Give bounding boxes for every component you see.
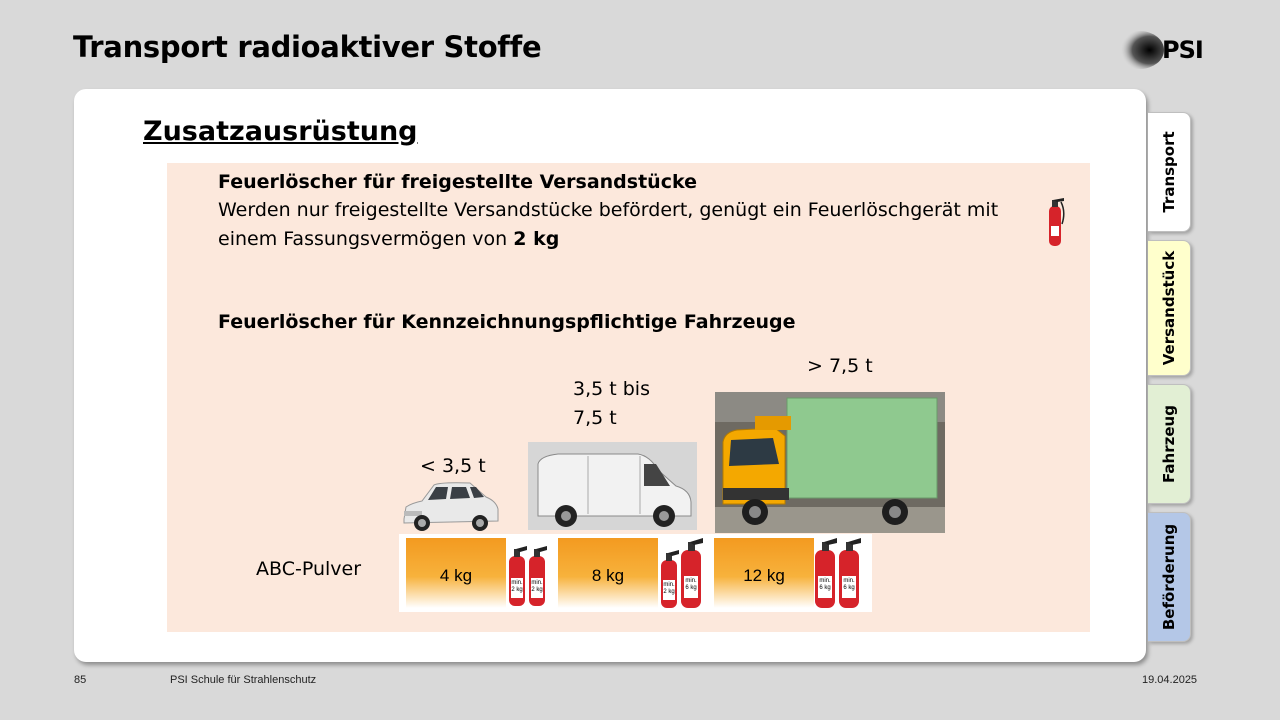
fire-extinguisher-icon: min. 6 kg: [812, 536, 838, 615]
tab-transport-label: Transport: [1160, 131, 1178, 213]
class-small-label: < 3,5 t: [420, 455, 486, 477]
class-large-label: > 7,5 t: [807, 355, 873, 377]
section-heading: Zusatzausrüstung: [143, 116, 418, 147]
fire-extinguisher-icon: min. 2 kg: [526, 544, 548, 613]
fire-extinguisher-icon: min. 2 kg: [506, 544, 528, 613]
tab-befoerderung[interactable]: [1148, 512, 1191, 642]
truck-image: [715, 392, 945, 533]
tab-fahrzeug-label: Fahrzeug: [1160, 405, 1178, 483]
tab-versandstueck-label: Versandstück: [1160, 250, 1178, 366]
fire-extinguisher-icon: min. 2 kg: [658, 548, 680, 615]
weight-small: 4 kg: [439, 566, 473, 585]
fire-extinguisher-icon: [1044, 194, 1066, 248]
weight-medium: 8 kg: [591, 566, 625, 585]
page-number: 85: [74, 674, 87, 686]
tab-befoerderung-label: Beförderung: [1160, 523, 1178, 631]
weight-box-medium: [558, 538, 658, 608]
weight-box-small: [406, 538, 506, 608]
footer-org: PSI Schule für Strahlenschutz: [170, 674, 317, 686]
psi-logo-text: PSI: [1162, 36, 1203, 64]
class-medium-label-1: 3,5 t bis: [573, 378, 650, 400]
van-image: [528, 442, 697, 530]
tab-transport[interactable]: [1148, 112, 1191, 232]
block1-bold-value: 2 kg: [513, 228, 560, 250]
block2-title: Feuerlöscher für Kennzeichnungspflichtige Fahrzeuge: [218, 311, 796, 333]
block1-title: Feuerlöscher für freigestellte Versandstücke: [218, 171, 697, 193]
tab-versandstueck[interactable]: [1148, 240, 1191, 376]
fire-extinguisher-icon: min. 6 kg: [678, 536, 704, 615]
row-label: ABC-Pulver: [256, 558, 362, 580]
weight-box-large: [714, 538, 814, 608]
weight-large: 12 kg: [743, 566, 785, 585]
block1-line1: Werden nur freigestellte Versandstücke befördert, genügt ein Feuerlöschgerät mit: [218, 199, 999, 221]
fire-extinguisher-icon: min. 6 kg: [836, 536, 862, 615]
footer-date: 19.04.2025: [1142, 674, 1198, 686]
block1-line2: einem Fassungsvermögen von 2 kg: [218, 228, 560, 250]
slide-title: Transport radioaktiver Stoffe: [73, 30, 542, 64]
class-medium-label-2: 7,5 t: [573, 407, 617, 429]
tab-fahrzeug[interactable]: [1148, 384, 1191, 504]
car-image: [400, 479, 502, 533]
